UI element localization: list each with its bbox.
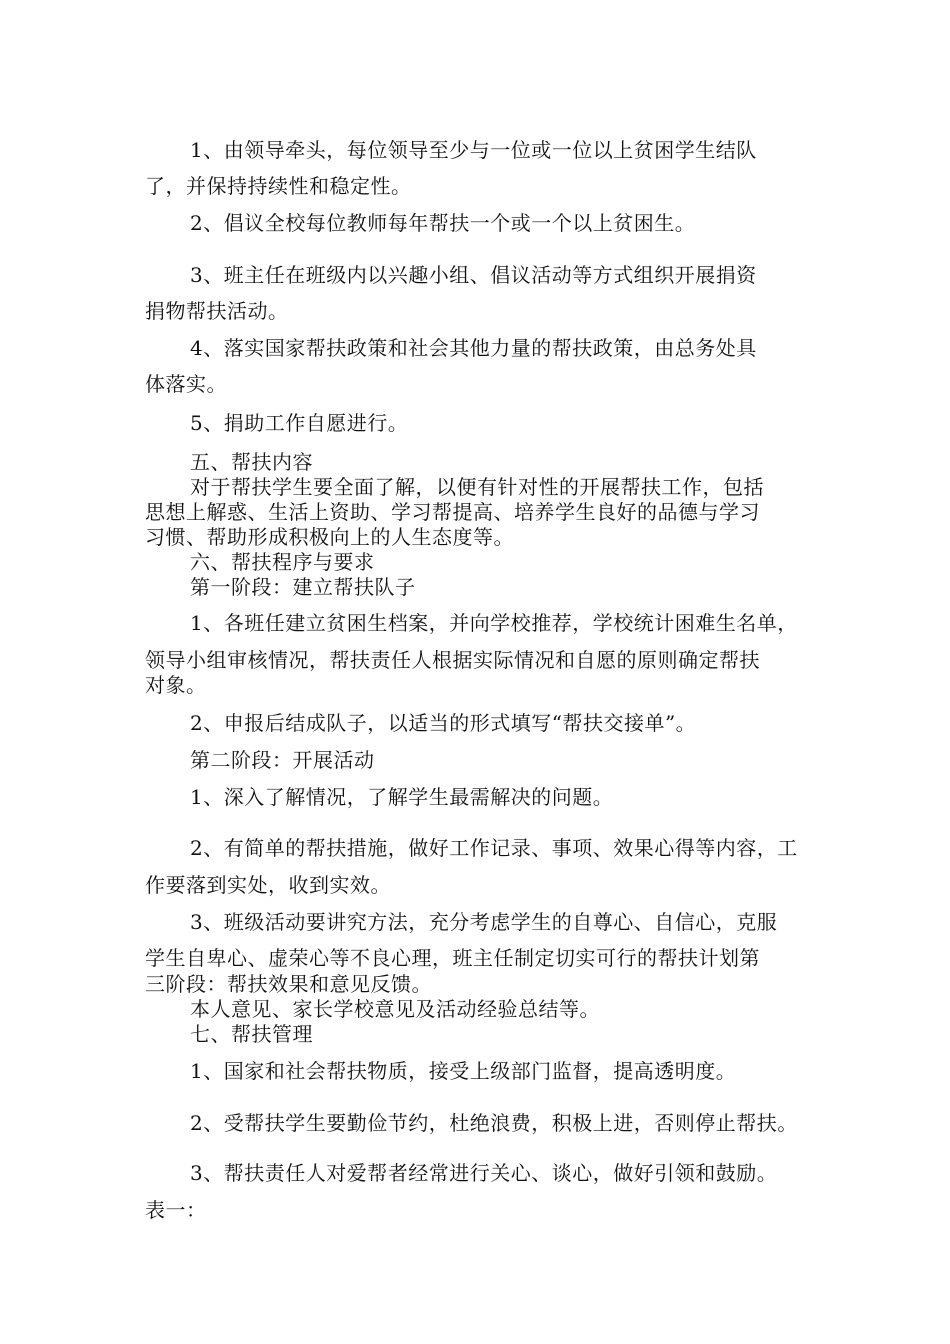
paragraph-line: 3、班级活动要讲究方法，充分考虑学生的自尊心、自信心，克服 [190, 910, 778, 934]
paragraph-line: 2、有简单的帮扶措施，做好工作记录、事项、效果心得等内容，工 [190, 836, 798, 860]
paragraph-line: 了，并保持持续性和稳定性。 [145, 174, 412, 198]
section-heading: 六、帮扶程序与要求 [190, 550, 375, 574]
paragraph-line: 1、深入了解情况，了解学生最需解决的问题。 [190, 785, 614, 809]
paragraph-line: 2、申报后结成队子，以适当的形式填写“帮扶交接单”。 [190, 711, 697, 735]
paragraph-line: 学生自卑心、虚荣心等不良心理，班主任制定切实可行的帮扶计划第 [145, 946, 760, 970]
paragraph-line: 2、倡议全校每位教师每年帮扶一个或一个以上贫困生。 [190, 211, 696, 235]
paragraph-line: 对象。 [145, 673, 207, 697]
paragraph-line: 思想上解惑、生活上资助、学习帮提高、培养学生良好的品德与学习 [145, 500, 760, 524]
paragraph-line: 领导小组审核情况，帮扶责任人根据实际情况和自愿的原则确定帮扶 [145, 648, 760, 672]
section-heading: 五、帮扶内容 [190, 450, 313, 474]
paragraph-line: 2、受帮扶学生要勤俭节约，杜绝浪费，积极上进，否则停止帮扶。 [190, 1111, 798, 1135]
table-caption: 表一： [145, 1198, 207, 1222]
paragraph-line: 1、由领导牵头，每位领导至少与一位或一位以上贫困学生结队 [190, 138, 757, 162]
paragraph-line: 作要落到实处，收到实效。 [145, 873, 391, 897]
stage-heading: 第二阶段：开展活动 [190, 748, 375, 772]
paragraph-line: 本人意见、家长学校意见及活动经验总结等。 [190, 997, 600, 1021]
paragraph-line: 3、帮扶责任人对爱帮者经常进行关心、谈心，做好引领和鼓励。 [190, 1161, 778, 1185]
section-heading: 七、帮扶管理 [190, 1022, 313, 1046]
paragraph-line: 1、国家和社会帮扶物质，接受上级部门监督，提高透明度。 [190, 1059, 737, 1083]
paragraph-line: 对于帮扶学生要全面了解，以便有针对性的开展帮扶工作，包括 [190, 475, 764, 499]
paragraph-line: 捐物帮扶活动。 [145, 299, 289, 323]
paragraph-line: 3、班主任在班级内以兴趣小组、倡议活动等方式组织开展捐资 [190, 263, 757, 287]
stage-heading: 第一阶段：建立帮扶队子 [190, 575, 416, 599]
paragraph-line: 4、落实国家帮扶政策和社会其他力量的帮扶政策，由总务处具 [190, 336, 757, 360]
paragraph-line: 体落实。 [145, 372, 227, 396]
paragraph-line: 习惯、帮助形成积极向上的人生态度等。 [145, 525, 514, 549]
paragraph-line: 三阶段：帮扶效果和意见反馈。 [145, 972, 432, 996]
paragraph-line: 5、捐助工作自愿进行。 [190, 411, 409, 435]
paragraph-line: 1、各班任建立贫困生档案，并向学校推荐，学校统计困难生名单， [190, 611, 798, 635]
